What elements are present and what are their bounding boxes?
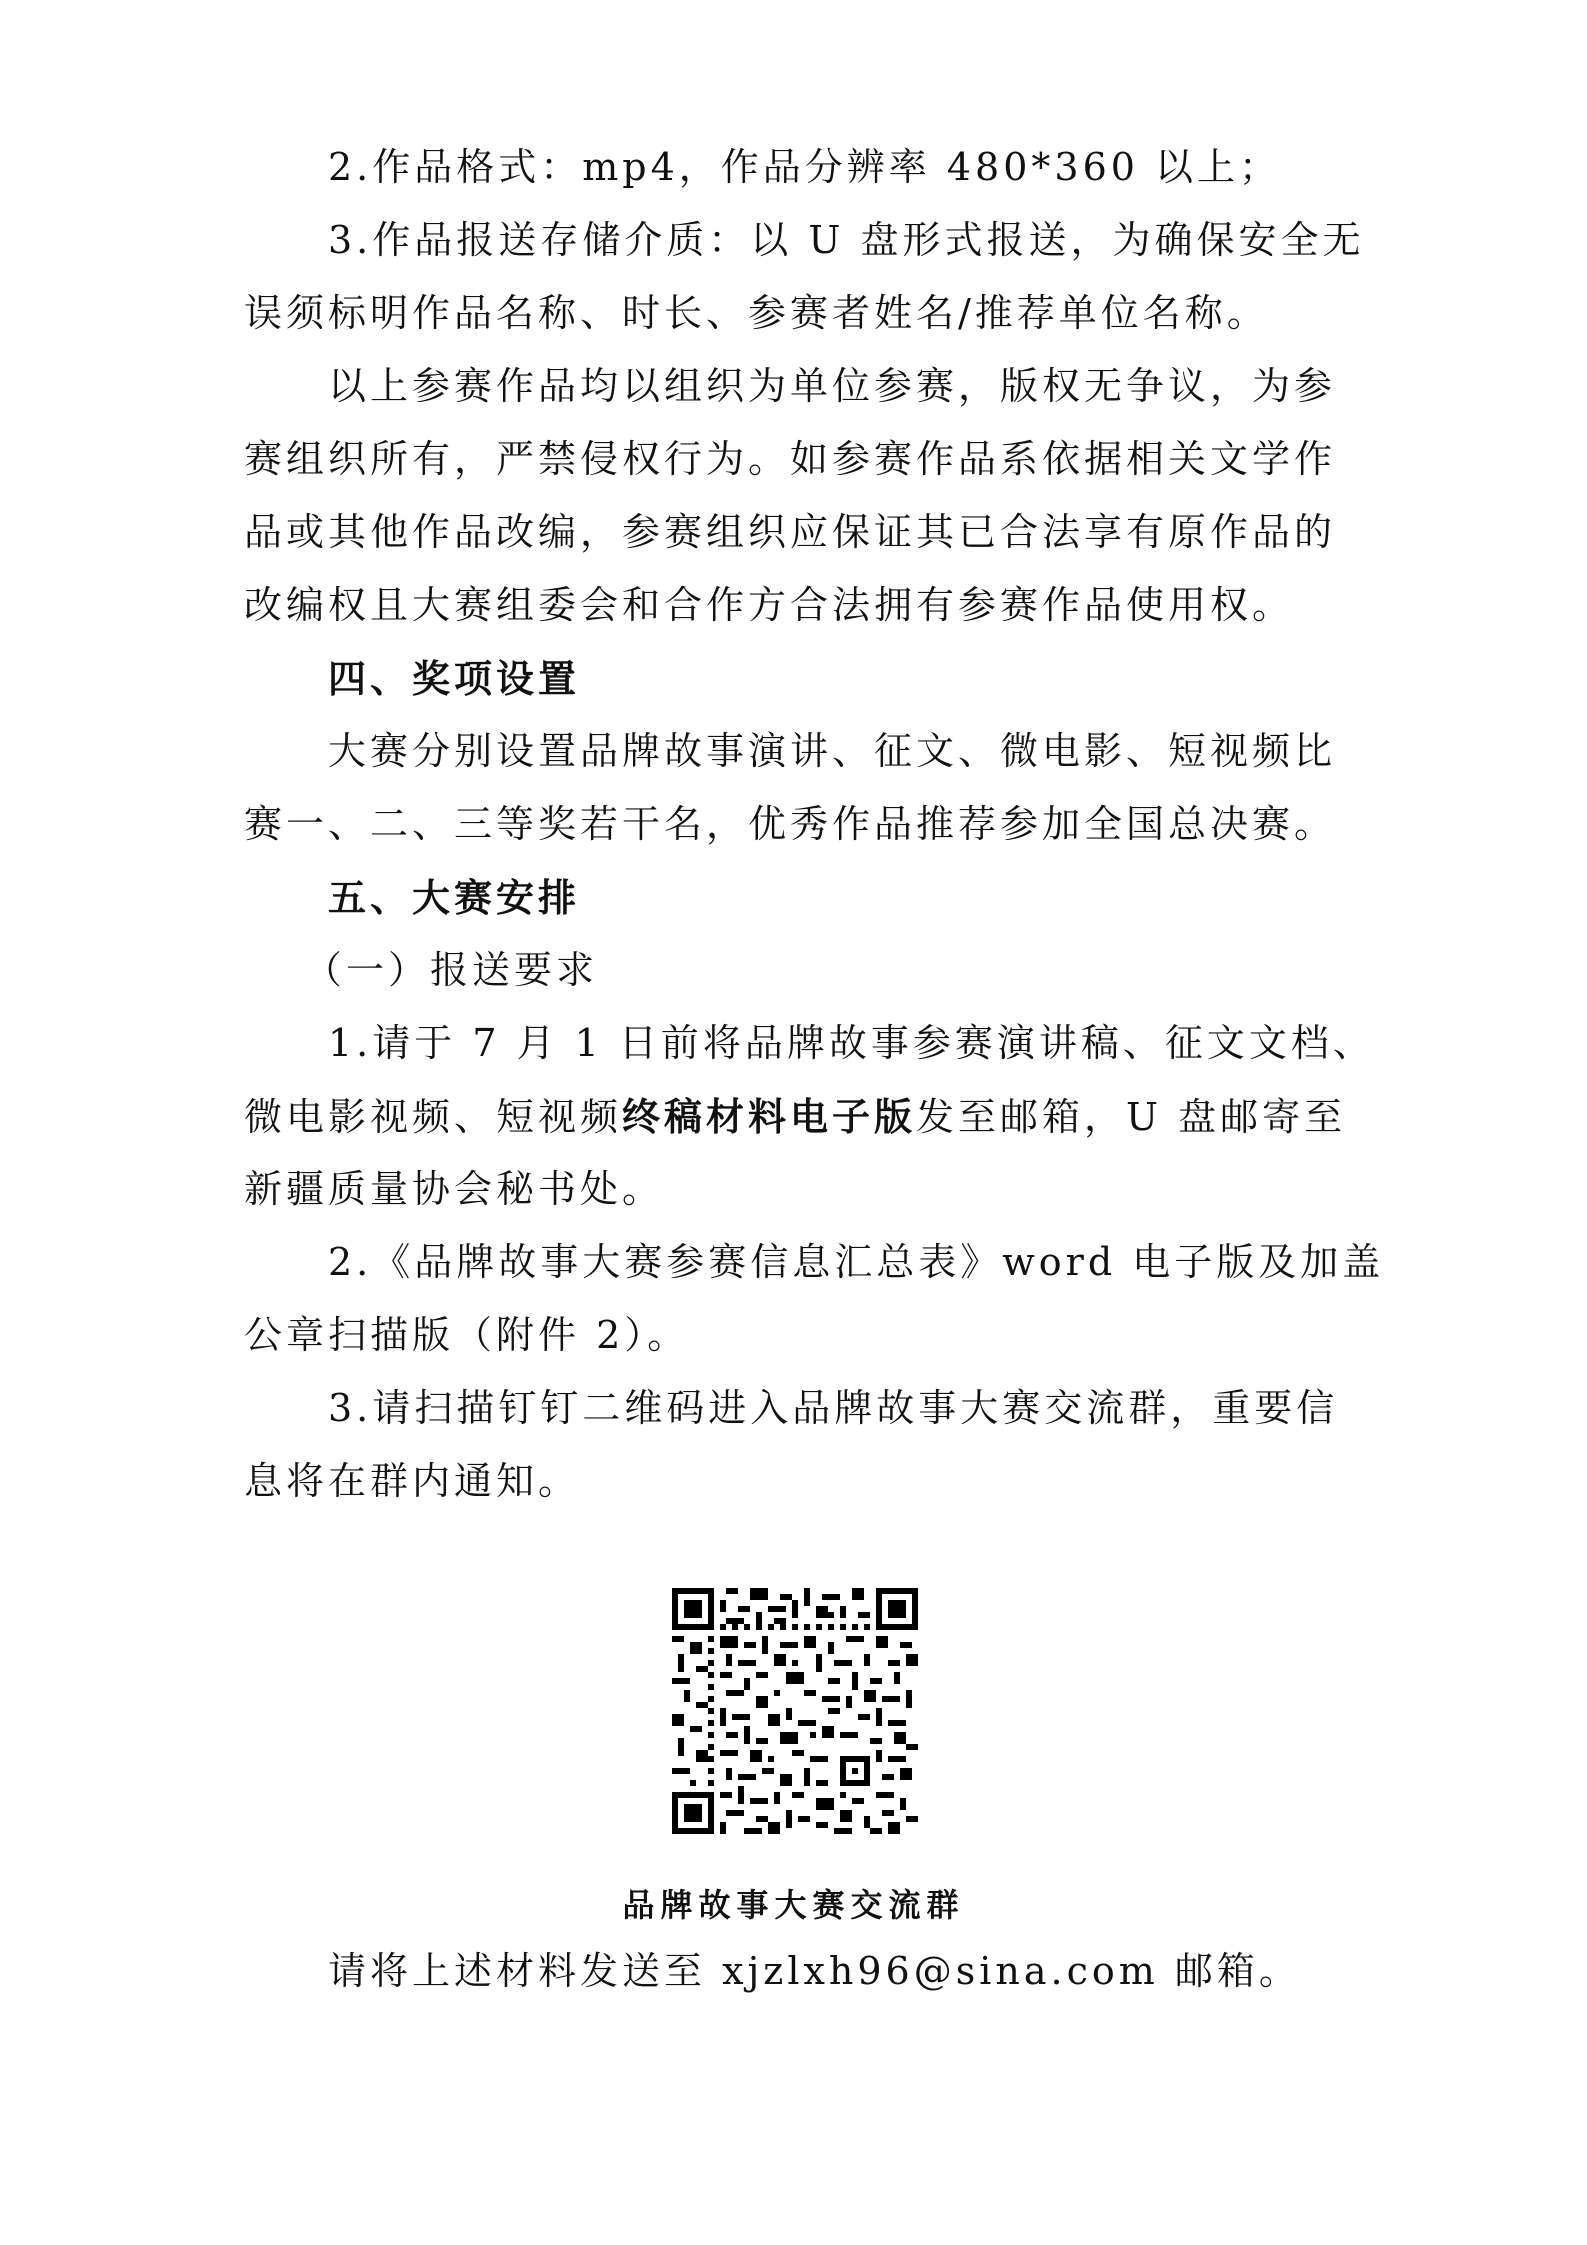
paragraph-copyright-line-3: 品或其他作品改编，参赛组织应保证其已合法享有原作品的: [244, 510, 1337, 554]
qr-code-icon[interactable]: [672, 1588, 918, 1834]
paragraph-medium-line-1: 3.作品报送存储介质：以 U 盘形式报送，为确保安全无: [328, 218, 1365, 262]
paragraph-awards-line-1: 大赛分别设置品牌故事演讲、征文、微电影、短视频比: [328, 729, 1337, 773]
deadline-emphasis-text: 终稿材料电子版: [622, 1094, 917, 1139]
body-text: [244, 131, 1385, 1518]
section-heading-schedule: 五、大赛安排: [328, 875, 581, 920]
section-heading-awards: 四、奖项设置: [328, 656, 581, 701]
paragraph-awards-line-2: 赛一、二、三等奖若干名，优秀作品推荐参加全国总决赛。: [244, 802, 1337, 846]
qr-caption: 品牌故事大赛交流群: [622, 1886, 965, 1924]
paragraph-copyright-line-1: 以上参赛作品均以组织为单位参赛，版权无争议，为参: [328, 364, 1337, 408]
paragraph-copyright-line-2: 赛组织所有，严禁侵权行为。如参赛作品系依据相关文学作: [244, 437, 1337, 481]
paragraph-copyright-line-4: 改编权且大赛组委会和合作方合法拥有参赛作品使用权。: [244, 583, 1295, 627]
paragraph-deadline-line-1: 1.请于 7 月 1 日前将品牌故事参赛演讲稿、征文文档、: [328, 1021, 1375, 1065]
paragraph-deadline-line-3: 新疆质量协会秘书处。: [244, 1167, 665, 1211]
paragraph-format-line-1: 2.作品格式：mp4，作品分辨率 480*360 以上；: [328, 145, 1282, 189]
paragraph-qr-instruction-line-2: 息将在群内通知。: [244, 1459, 581, 1503]
deadline-text-before: 微电影视频、短视频: [244, 1095, 623, 1139]
sub-heading-submission: （一）报送要求: [304, 948, 599, 992]
paragraph-summary-form-line-1: 2.《品牌故事大赛参赛信息汇总表》word 电子版及加盖: [328, 1240, 1385, 1284]
email-instruction: 请将上述材料发送至 xjzlxh96@sina.com 邮箱。: [328, 1949, 1301, 1993]
paragraph-medium-line-2: 误须标明作品名称、时长、参赛者姓名/推荐单位名称。: [244, 291, 1269, 335]
deadline-text-after: 发至邮箱，U 盘邮寄至: [916, 1095, 1347, 1139]
paragraph-summary-form-line-2: 公章扫描版（附件 2）。: [244, 1313, 690, 1357]
paragraph-qr-instruction-line-1: 3.请扫描钉钉二维码进入品牌故事大赛交流群，重要信: [328, 1386, 1339, 1430]
paragraph-deadline-line-2: [244, 1080, 1352, 1153]
